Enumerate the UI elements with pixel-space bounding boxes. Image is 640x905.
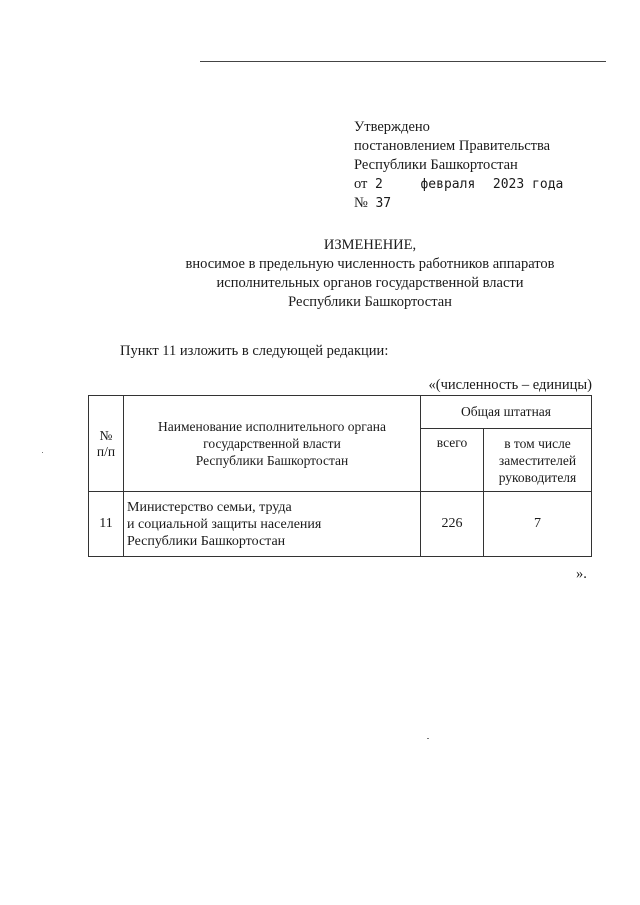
cell-total: 226 <box>421 492 484 557</box>
date-year: 2023 года <box>492 177 564 192</box>
closing-quote-mark: ». <box>576 566 587 582</box>
heading-line-4: Республики Башкортостан <box>288 294 452 310</box>
staff-table <box>88 395 592 557</box>
document-heading <box>110 236 630 312</box>
table-row <box>89 492 592 557</box>
header-total <box>421 429 484 492</box>
header-name <box>124 396 421 492</box>
approval-stamp <box>354 118 563 213</box>
cell-name <box>124 492 421 557</box>
table-header-row <box>89 396 592 429</box>
header-num-line-1: № <box>99 427 113 443</box>
cell-num: 11 <box>89 492 124 557</box>
units-note: «(численность – единицы) <box>428 377 592 393</box>
header-name-line-1: Наименование исполнительного органа <box>157 419 386 434</box>
approval-number-line <box>354 194 563 213</box>
approval-line-3: Республики Башкортостан <box>354 157 518 173</box>
heading-title: ИЗМЕНЕНИЕ, <box>323 237 417 253</box>
heading-line-3: исполнительных органов государственной власти <box>216 275 524 291</box>
date-prefix: от <box>354 176 368 192</box>
top-rule <box>200 61 606 62</box>
cell-name-line-2: и социальной защиты населения <box>127 516 322 532</box>
header-total-label: всего <box>436 435 468 450</box>
header-num <box>89 396 124 492</box>
scan-speck <box>427 738 429 739</box>
cell-deputies: 7 <box>484 492 592 557</box>
header-deputies-line-1: в том числе <box>504 435 571 451</box>
scan-speck <box>42 452 43 453</box>
header-num-line-2: п/п <box>96 443 116 459</box>
approval-date-line <box>354 175 563 194</box>
header-group: Общая штатная <box>421 396 592 429</box>
approval-line-2: постановлением Правительства <box>354 138 551 154</box>
date-month: февраля <box>420 177 476 192</box>
header-deputies-line-3: руководителя <box>498 469 577 485</box>
header-deputies <box>484 429 592 492</box>
approval-line-1: Утверждено <box>354 119 430 135</box>
cell-name-line-1: Министерство семьи, труда <box>127 499 292 515</box>
date-day: 2 <box>375 177 383 192</box>
header-name-line-3: Республики Башкортостан <box>195 453 349 468</box>
header-name-line-2: государственной власти <box>203 436 341 451</box>
header-deputies-line-2: заместителей <box>498 452 577 468</box>
number-prefix: № <box>354 195 368 211</box>
heading-line-2: вносимое в предельную численность работников аппаратов <box>185 256 555 272</box>
cell-name-line-3: Республики Башкортостан <box>127 533 286 549</box>
number-value: 37 <box>375 196 392 211</box>
intro-text: Пункт 11 изложить в следующей редакции: <box>120 343 389 359</box>
